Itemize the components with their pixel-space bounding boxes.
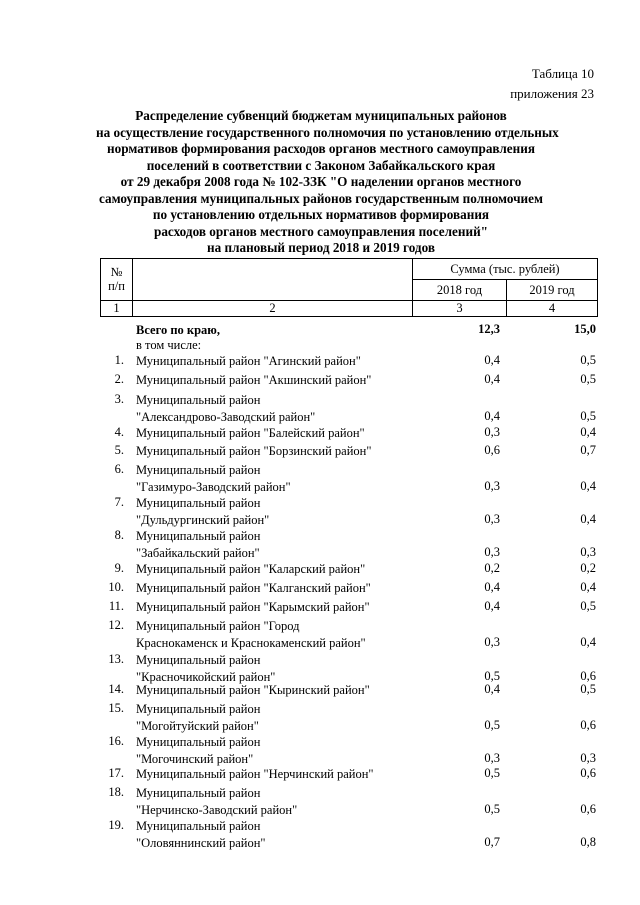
row-name-line: Муниципальный район xyxy=(136,702,261,716)
row-value-2018: 0,4 xyxy=(484,353,500,367)
row-value-2018: 0,5 xyxy=(484,717,500,732)
row-value-2018: 0,3 xyxy=(484,511,500,526)
row-value-2019: 0,4 xyxy=(580,634,596,649)
row-number: 9. xyxy=(114,561,124,575)
row-name-line: Муниципальный район "Балейский район" xyxy=(136,426,365,440)
row-name-line: Муниципальный район "Акшинский район" xyxy=(136,373,372,387)
header-number-cell xyxy=(100,258,133,301)
row-number: 2. xyxy=(114,372,124,386)
row-number: 10. xyxy=(108,580,124,594)
row-name-line: Муниципальный район xyxy=(136,786,261,800)
row-name xyxy=(136,599,426,616)
row-name-line: Муниципальный район xyxy=(136,496,261,510)
row-name-line: "Забайкальский район" xyxy=(136,545,260,560)
row-name-line: Муниципальный район "Каларский район" xyxy=(136,562,366,576)
total-value-2019: 15,0 xyxy=(574,322,596,336)
title-line: по установлению отдельных нормативов формирования xyxy=(152,207,490,222)
row-number: 19. xyxy=(108,818,124,832)
row-name xyxy=(136,701,426,734)
row-name-line: Муниципальный район "Нерчинский район" xyxy=(136,767,374,781)
total-label: Всего по краю, xyxy=(136,323,220,337)
row-name-line: "Могочинский район" xyxy=(136,751,254,766)
row-number: 6. xyxy=(114,462,124,476)
row-value-2019: 0,5 xyxy=(580,353,596,367)
row-name-line: Муниципальный район "Город xyxy=(136,619,300,633)
row-name xyxy=(136,392,426,425)
row-name-line: Муниципальный район "Калганский район" xyxy=(136,581,371,595)
document-title xyxy=(96,108,559,257)
row-value-2019: 0,2 xyxy=(580,561,596,575)
title-line: Распределение субвенций бюджетам муниципальных районов xyxy=(135,108,507,123)
row-number: 3. xyxy=(114,392,124,406)
header-name-cell xyxy=(132,258,413,301)
title-line: самоуправления муниципальных районов государственным полномочием xyxy=(99,190,543,206)
row-number: 15. xyxy=(108,701,124,715)
title-line: на осуществление государственного полномочия по установлению отдельных xyxy=(96,124,559,140)
row-name xyxy=(136,528,426,561)
row-value-2019: 0,5 xyxy=(580,408,596,423)
row-name-line: Муниципальный район "Борзинский район" xyxy=(136,444,372,458)
header-year-2019: 2019 год xyxy=(506,279,598,301)
row-name xyxy=(136,443,426,460)
header-number-symbol: № xyxy=(110,265,123,279)
row-name-line: Муниципальный район "Агинский район" xyxy=(136,354,361,368)
row-value-2019: 0,3 xyxy=(580,750,596,765)
row-number: 11. xyxy=(108,599,124,613)
row-value-2019: 0,6 xyxy=(580,717,596,732)
row-name-line: "Могойтуйский район" xyxy=(136,718,259,733)
row-name-line: "Александрово-Заводский район" xyxy=(136,409,316,424)
row-name-line: Муниципальный район xyxy=(136,529,261,543)
row-number: 18. xyxy=(108,785,124,799)
row-name-line: Муниципальный район xyxy=(136,819,261,833)
row-number: 17. xyxy=(108,766,124,780)
appendix-label: приложения 23 xyxy=(510,86,594,101)
header-year-2018: 2018 год xyxy=(412,279,507,301)
row-value-2019: 0,5 xyxy=(580,599,596,613)
title-line: поселений в соответствии с Законом Забайкальского края xyxy=(146,157,496,173)
row-name xyxy=(136,652,426,685)
column-number-2: 2 xyxy=(132,300,413,317)
row-name xyxy=(136,425,426,442)
row-name-line: Муниципальный район "Карымский район" xyxy=(136,600,370,614)
row-name-line: "Газимуро-Заводский район" xyxy=(136,479,291,494)
row-value-2019: 0,6 xyxy=(580,668,596,683)
row-name xyxy=(136,372,426,389)
row-value-2018: 0,5 xyxy=(484,668,500,683)
row-value-2018: 0,7 xyxy=(484,834,500,849)
column-number-3: 3 xyxy=(412,300,507,317)
row-value-2019: 0,3 xyxy=(580,544,596,559)
title-line: на плановый период 2018 и 2019 годов xyxy=(207,240,435,255)
row-name xyxy=(136,785,426,818)
row-name xyxy=(136,618,426,651)
row-value-2018: 0,3 xyxy=(484,478,500,493)
row-value-2018: 0,3 xyxy=(484,750,500,765)
row-name-line: "Оловяннинский район" xyxy=(136,835,266,850)
row-name-line: Краснокаменск и Краснокаменский район" xyxy=(136,635,366,650)
header-sum-cell: Сумма (тыс. рублей) xyxy=(412,258,598,280)
row-value-2019: 0,4 xyxy=(580,478,596,493)
row-value-2018: 0,5 xyxy=(484,766,500,780)
row-number: 13. xyxy=(108,652,124,666)
row-value-2018: 0,4 xyxy=(484,599,500,613)
row-value-2019: 0,4 xyxy=(580,580,596,594)
row-value-2018: 0,4 xyxy=(484,408,500,423)
column-number-1: 1 xyxy=(100,300,133,317)
row-name-line: Муниципальный район "Кыринский район" xyxy=(136,683,370,697)
row-value-2018: 0,3 xyxy=(484,634,500,649)
table-header xyxy=(100,258,598,317)
row-number: 14. xyxy=(108,682,124,696)
column-number-4: 4 xyxy=(506,300,598,317)
row-value-2019: 0,7 xyxy=(580,443,596,457)
table-caption xyxy=(510,64,594,104)
header-number-abbrev: п/п xyxy=(108,279,125,293)
row-name xyxy=(136,561,426,578)
row-value-2018: 0,5 xyxy=(484,801,500,816)
row-name xyxy=(136,682,426,699)
row-value-2019: 0,6 xyxy=(580,766,596,780)
row-value-2018: 0,4 xyxy=(484,682,500,696)
row-name xyxy=(136,495,426,528)
row-value-2018: 0,4 xyxy=(484,372,500,386)
row-name-line: Муниципальный район xyxy=(136,735,261,749)
row-name xyxy=(136,818,426,851)
row-value-2019: 0,6 xyxy=(580,801,596,816)
row-name-line: Муниципальный район xyxy=(136,463,261,477)
row-value-2018: 0,6 xyxy=(484,443,500,457)
row-number: 7. xyxy=(114,495,124,509)
title-line: от 29 декабря 2008 года № 102-ЗЗК "О наделении органов местного xyxy=(120,174,522,189)
row-name-line: Муниципальный район xyxy=(136,653,261,667)
row-value-2019: 0,5 xyxy=(580,372,596,386)
row-name-line: "Красночикойский район" xyxy=(136,669,276,684)
row-name xyxy=(136,766,426,783)
row-value-2019: 0,4 xyxy=(580,425,596,439)
title-line: расходов органов местного самоуправления поселений" xyxy=(153,223,488,239)
row-value-2019: 0,8 xyxy=(580,834,596,849)
row-value-2018: 0,4 xyxy=(484,580,500,594)
row-name xyxy=(136,462,426,495)
row-value-2018: 0,2 xyxy=(484,561,500,575)
row-value-2019: 0,5 xyxy=(580,682,596,696)
title-line: нормативов формирования расходов органов местного самоуправления xyxy=(107,141,535,156)
row-number: 16. xyxy=(108,734,124,748)
table-label: Таблица 10 xyxy=(531,66,594,81)
row-number: 5. xyxy=(114,443,124,457)
row-number: 12. xyxy=(108,618,124,632)
row-number: 1. xyxy=(114,353,124,367)
total-value-2018: 12,3 xyxy=(478,322,500,336)
row-name-line: "Нерчинско-Заводский район" xyxy=(136,802,298,817)
row-value-2018: 0,3 xyxy=(484,544,500,559)
row-name xyxy=(136,734,426,767)
row-number: 4. xyxy=(114,425,124,439)
row-number: 8. xyxy=(114,528,124,542)
row-value-2018: 0,3 xyxy=(484,425,500,439)
row-name xyxy=(136,580,426,597)
row-name xyxy=(136,353,426,370)
row-name-line: "Дульдургинский район" xyxy=(136,512,270,527)
subheading: в том числе: xyxy=(136,338,202,352)
row-value-2019: 0,4 xyxy=(580,511,596,526)
row-name-line: Муниципальный район xyxy=(136,393,261,407)
